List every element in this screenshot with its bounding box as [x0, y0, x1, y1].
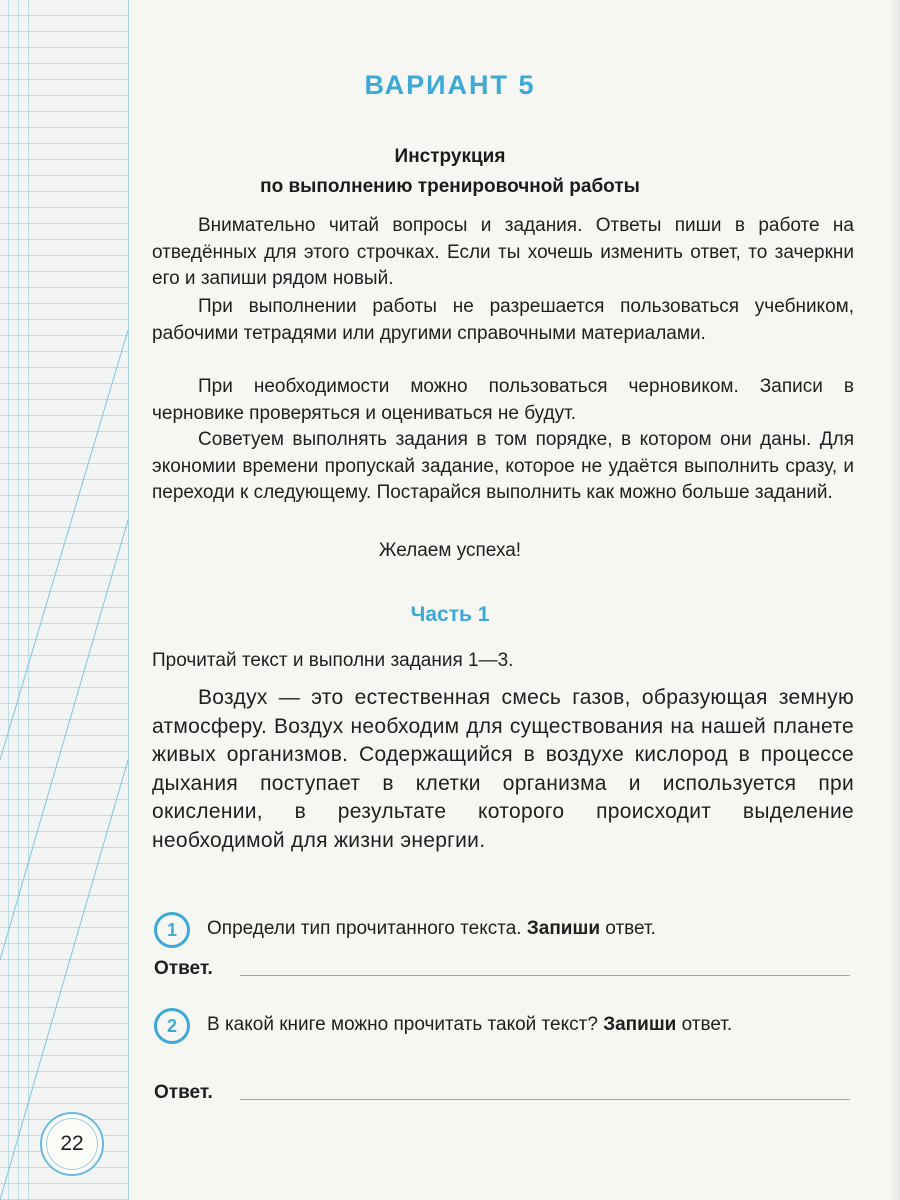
wish-text: Желаем успеха!: [378, 540, 522, 561]
task-number-badge: 1: [154, 912, 190, 948]
page-number: 22: [40, 1112, 104, 1176]
task-text-part: ответ.: [676, 1014, 733, 1035]
task-text-part: Определи тип прочитанного текста.: [207, 918, 527, 939]
task-2-text: [207, 1012, 857, 1038]
reading-text: Воздух — это естественная смесь газов, образующая земную атмосферу. Воздух необходим для существования на нашей планете живых организмов. Содержащийся в воздухе кислород в процессе дыхания поступает в клетки организма и используется при окислении, в результате которого происходит выделение необходимой для жизни энергии.: [152, 686, 854, 852]
answer-line-2[interactable]: [240, 1099, 850, 1100]
variant-title: ВАРИАНТ 5: [364, 70, 536, 100]
task-text-part: В какой книге можно прочитать такой текст?: [207, 1014, 604, 1035]
instruction-paragraph: При выполнении работы не разрешается пользоваться учебником, рабочими тетрадями или другими справочными материалами.: [152, 296, 854, 344]
task-text-bold: Запиши: [526, 918, 601, 939]
part-title: Часть 1: [410, 603, 490, 626]
answer-label: Ответ.: [154, 1082, 213, 1103]
instruction-subheading: по выполнению тренировочной работы: [260, 176, 640, 197]
read-task-instruction: Прочитай текст и выполни задания 1—3.: [152, 650, 514, 671]
instruction-paragraph: При необходимости можно пользоваться черновиком. Записи в черновике проверяться и оцениваться не будут.: [152, 376, 854, 424]
task-1-text: [207, 916, 857, 942]
instruction-paragraph: Внимательно читай вопросы и задания. Ответы пиши в работе на отведённых для этого строчках. Если ты хочешь изменить ответ, то зачеркни его и запиши рядом новый.: [152, 215, 854, 289]
answer-line-1[interactable]: [240, 975, 850, 976]
task-text-part: ответ.: [600, 918, 656, 939]
answer-label: Ответ.: [154, 958, 213, 979]
instruction-paragraph: Советуем выполнять задания в том порядке, в котором они даны. Для экономии времени пропускай задание, которое не удаётся выполнить сразу, и переходи к следующему. Постарайся выполнить как можно больше заданий.: [152, 429, 854, 503]
instruction-heading: Инструкция: [394, 146, 506, 167]
task-number-badge: 2: [154, 1008, 190, 1044]
task-text-bold: Запиши: [603, 1014, 677, 1035]
